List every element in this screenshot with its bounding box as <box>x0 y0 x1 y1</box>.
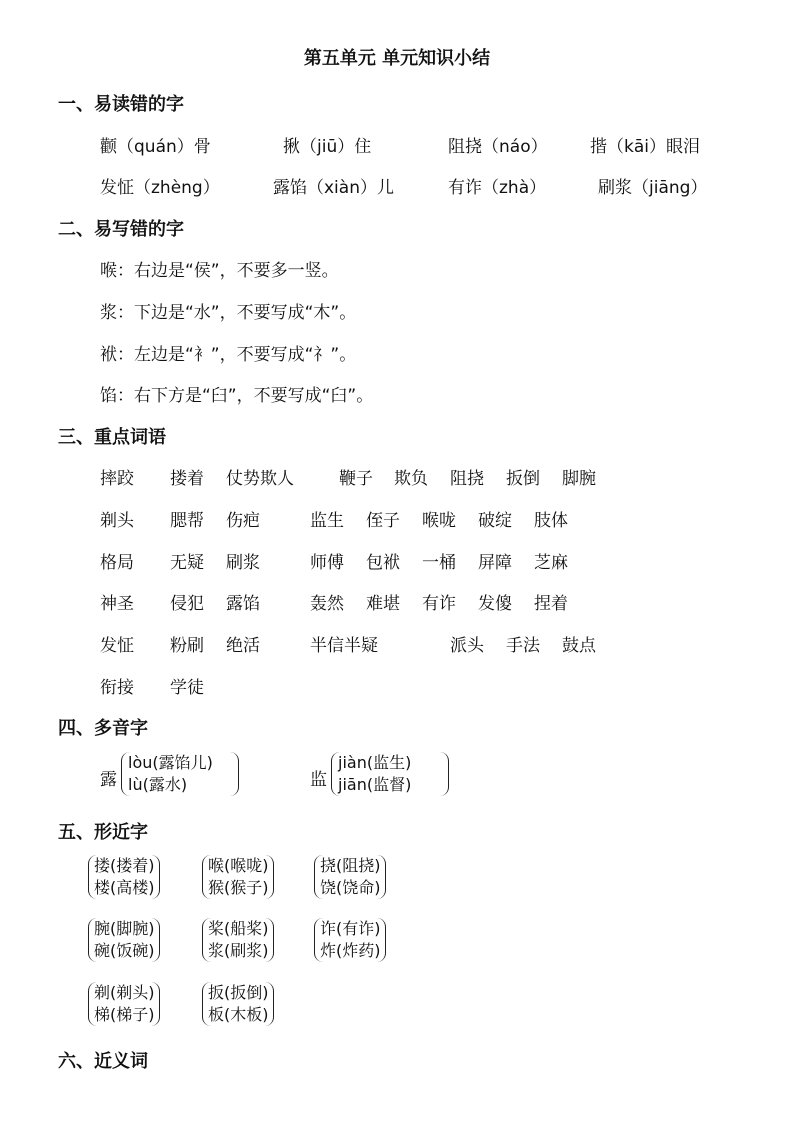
misread-item: 揪（jiū）住 <box>283 137 372 157</box>
vocab-word: 摔跤 <box>100 469 134 489</box>
vocab-word: 侵犯 <box>170 594 204 614</box>
vocab-word: 有诈 <box>422 594 456 614</box>
vocab-word: 粉刷 <box>170 636 204 656</box>
polyphone-reading: jiàn(监生) <box>338 753 412 772</box>
vocab-word: 包袱 <box>366 553 400 573</box>
vocab-word: 肢体 <box>534 511 568 531</box>
miswritten-note: 袱：左边是“衤”，不要写成“礻”。 <box>100 345 357 365</box>
vocab-word: 鞭子 <box>339 469 373 489</box>
similar-char-pair <box>88 918 160 962</box>
similar-char-pair <box>88 855 160 899</box>
similar-char: 诈(有诈) <box>320 919 381 938</box>
similar-char: 猴(猴子) <box>208 878 269 897</box>
polyphone-brace <box>121 752 239 796</box>
vocab-word: 露馅 <box>226 594 260 614</box>
vocab-word: 捏着 <box>534 594 568 614</box>
similar-char-pair <box>202 855 274 899</box>
vocab-word: 扳倒 <box>506 469 540 489</box>
section-heading-synonyms: 六、近义词 <box>58 1051 148 1072</box>
vocab-word: 发傻 <box>478 594 512 614</box>
misread-item: 发怔（zhèng） <box>100 178 220 198</box>
similar-char: 楼(高楼) <box>94 878 155 897</box>
section-heading-similar: 五、形近字 <box>58 822 148 843</box>
similar-char: 搂(搂着) <box>94 856 155 875</box>
vocab-word: 剃头 <box>100 511 134 531</box>
similar-char: 板(木板) <box>208 1005 269 1024</box>
page-title: 第五单元 单元知识小结 <box>303 48 491 69</box>
vocab-word: 神圣 <box>100 594 134 614</box>
miswritten-note: 馅：右下方是“臼”，不要写成“臼”。 <box>100 386 374 406</box>
polyphone-reading: jiān(监督) <box>338 775 412 794</box>
misread-item: 有诈（zhà） <box>448 178 547 198</box>
similar-char: 梯(梯子) <box>94 1005 155 1024</box>
polyphone-char: 露 <box>100 770 117 790</box>
vocab-word: 轰然 <box>310 594 344 614</box>
misread-item: 露馅（xiàn）儿 <box>273 178 394 198</box>
polyphone-reading: lòu(露馅儿) <box>128 753 213 772</box>
vocab-word: 派头 <box>450 636 484 656</box>
similar-char: 桨(船桨) <box>208 919 269 938</box>
polyphone-brace <box>331 752 449 796</box>
similar-char: 腕(脚腕) <box>94 919 155 938</box>
vocab-word: 半信半疑 <box>310 636 378 656</box>
vocab-word: 发怔 <box>100 636 134 656</box>
similar-char: 喉(喉咙) <box>208 856 269 875</box>
similar-char-pair <box>202 982 274 1026</box>
vocab-word: 屏障 <box>478 553 512 573</box>
vocab-word: 腮帮 <box>170 511 204 531</box>
similar-char: 扳(扳倒) <box>208 983 269 1002</box>
vocab-word: 无疑 <box>170 553 204 573</box>
vocab-word: 手法 <box>506 636 540 656</box>
vocab-word: 仗势欺人 <box>226 469 294 489</box>
misread-item: 阻挠（náo） <box>448 137 548 157</box>
vocab-word: 侄子 <box>366 511 400 531</box>
section-heading-polyphones: 四、多音字 <box>58 718 148 739</box>
misread-item: 颧（quán）骨 <box>100 137 211 157</box>
vocab-word: 脚腕 <box>562 469 596 489</box>
vocab-word: 刷浆 <box>226 553 260 573</box>
vocab-word: 衔接 <box>100 678 134 698</box>
vocab-word: 监生 <box>310 511 344 531</box>
section-heading-misread: 一、易读错的字 <box>58 94 184 115</box>
similar-char-pair <box>88 982 160 1026</box>
vocab-word: 芝麻 <box>534 553 568 573</box>
vocab-word: 绝活 <box>226 636 260 656</box>
similar-char: 挠(阻挠) <box>320 856 381 875</box>
miswritten-note: 喉：右边是“侯”，不要多一竖。 <box>100 261 339 281</box>
vocab-word: 伤疤 <box>226 511 260 531</box>
vocab-word: 一桶 <box>422 553 456 573</box>
section-heading-miswritten: 二、易写错的字 <box>58 219 184 240</box>
vocab-word: 破绽 <box>478 511 512 531</box>
section-heading-vocab: 三、重点词语 <box>58 427 166 448</box>
polyphone-reading: lù(露水) <box>128 775 188 794</box>
misread-item: 刷浆（jiāng） <box>598 178 708 198</box>
vocab-word: 搂着 <box>170 469 204 489</box>
vocab-word: 难堪 <box>366 594 400 614</box>
similar-char: 饶(饶命) <box>320 878 381 897</box>
vocab-word: 学徒 <box>170 678 204 698</box>
misread-item: 揩（kāi）眼泪 <box>590 137 700 157</box>
similar-char-pair <box>314 918 386 962</box>
polyphone-char: 监 <box>310 770 327 790</box>
similar-char: 碗(饭碗) <box>94 941 155 960</box>
vocab-word: 师傅 <box>310 553 344 573</box>
similar-char: 炸(炸药) <box>320 941 381 960</box>
vocab-word: 阻挠 <box>450 469 484 489</box>
vocab-word: 欺负 <box>394 469 428 489</box>
vocab-word: 喉咙 <box>422 511 456 531</box>
vocab-word: 格局 <box>100 553 134 573</box>
similar-char: 浆(刷浆) <box>208 941 269 960</box>
vocab-word: 鼓点 <box>562 636 596 656</box>
similar-char: 剃(剃头) <box>94 983 155 1002</box>
similar-char-pair <box>314 855 386 899</box>
miswritten-note: 浆：下边是“水”，不要写成“木”。 <box>100 303 357 323</box>
similar-char-pair <box>202 918 274 962</box>
